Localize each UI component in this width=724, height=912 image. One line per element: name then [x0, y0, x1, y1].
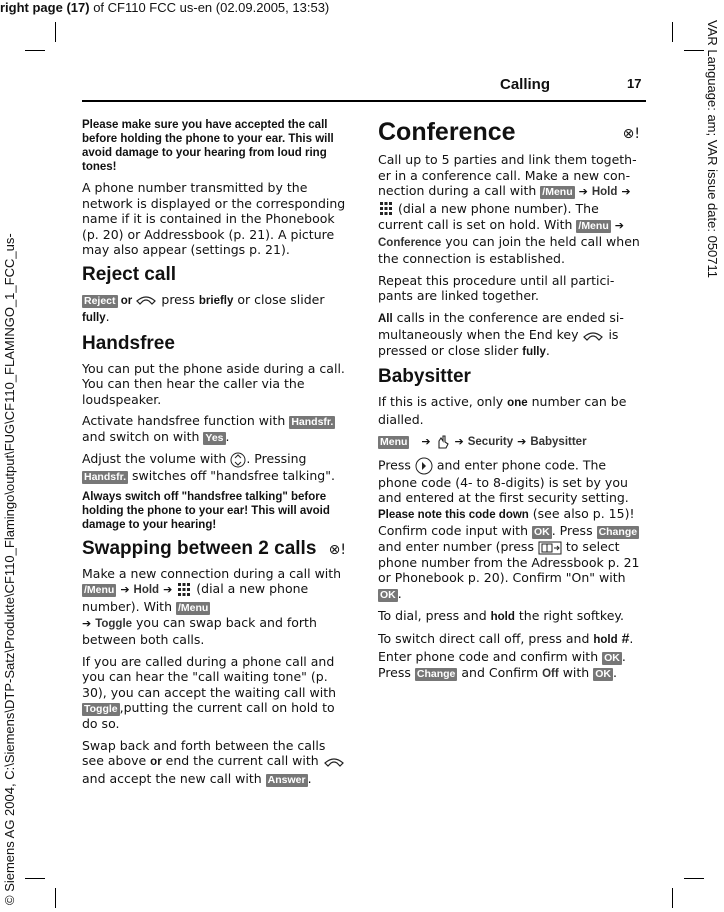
- ok-softkey[interactable]: OK: [595, 667, 611, 680]
- arrow-icon: ➔: [120, 583, 130, 596]
- hash-key: #: [621, 630, 630, 646]
- conference-text-1: Call up to 5 parties and link them togeth-er in a conference call. Make a new con-nection during a call with /Menu ➔ Hold ➔ (dial a new phone number). The current call is set on hold. With /Menu ➔ Conference you can join the held call when the connection is established.: [378, 152, 640, 266]
- section-title: Calling: [500, 76, 551, 93]
- phonebook-key-icon: [538, 541, 562, 555]
- menu-softkey[interactable]: /Menu: [542, 186, 573, 198]
- header-rule: [82, 100, 646, 102]
- ok-softkey[interactable]: OK: [533, 526, 550, 538]
- number-display-text: A phone number transmitted by the network is displayed or the corresponding name if it is contained in the Phonebook (p. 20) or Addressbook (p. 21). A picture may also appear (settings p. 21).: [82, 180, 346, 257]
- crop-mark: [672, 888, 673, 908]
- right-column: [378, 118, 642, 688]
- handsfree-text-2: Activate handsfree function with Handsfr. and switch on with Yes .: [82, 413, 334, 444]
- handsfree-text-3: Adjust the volume with . Pressing Handsfr. switches off "handsfree talking".: [82, 451, 335, 483]
- arrow-icon: ➔: [621, 185, 631, 198]
- warning-handsfree: Always switch off "handsfree talking" before holding the phone to your ear! This will avoid damage to your hearing!: [82, 490, 330, 531]
- answer-softkey[interactable]: Answer: [267, 773, 306, 786]
- change-softkey[interactable]: Change: [598, 526, 638, 538]
- reject-text: Reject or press briefly or close slider fully.: [82, 291, 325, 324]
- menu-softkey[interactable]: /Menu: [177, 601, 209, 614]
- warning-accept: Please make sure you have accepted the call before holding the phone to your ear. This will avoid damage to your hearing from loud ring tones!: [82, 119, 334, 173]
- conference-title-row: [378, 118, 642, 146]
- babysitter-text-2: Press and enter phone code. The phone code (4- to 8-digits) is set by you and entered at the first security setting. Please note this code down (see also p. 15)! Confirm code input with OK . Press Change and enter number (press to select phone number from the Adressbook p. 21 or Phonebook p. 20). Confirm "On" with OK .: [378, 457, 640, 601]
- yes-softkey[interactable]: Yes: [205, 432, 224, 444]
- babysitter-text-1: If this is active, only one number can be dialled.: [378, 394, 627, 427]
- network-service-icon: ⊗!: [622, 126, 640, 142]
- arrow-icon: ➔: [82, 616, 92, 630]
- change-softkey[interactable]: Change: [416, 667, 456, 680]
- keypad-icon: [176, 582, 192, 598]
- side-note-right: VAR Language: am; VAR issue date: 050711: [705, 20, 720, 279]
- crop-mark: [55, 888, 56, 908]
- heading-swapping: Swapping between 2 calls: [82, 537, 317, 559]
- page-number: 17: [627, 76, 642, 91]
- print-header: [0, 0, 329, 15]
- conference-text-3: All calls in the conference are ended si-multaneously when the End key is pressed or close slider fully.: [378, 309, 624, 358]
- arrow-icon: ➔: [454, 435, 464, 448]
- arrow-icon: ➔: [614, 219, 624, 232]
- swap-text-1: Make a new connection during a call with /Menu ➔ Hold ➔ (dial a new phone number). With /Menu ➔ Toggle you can swap back and forth between both calls.: [82, 565, 342, 647]
- heading-conference: Conference: [378, 118, 516, 146]
- crop-mark: [672, 22, 673, 42]
- crop-mark: [684, 878, 704, 879]
- volume-key-icon: [230, 452, 246, 468]
- heading-babysitter: Babysitter: [378, 366, 471, 387]
- swap-text-3: Swap back and forth between the calls see above or end the current call with and accept the new call with Answer .: [82, 738, 348, 787]
- end-key-icon: [135, 294, 157, 306]
- menu-softkey[interactable]: Menu: [380, 436, 408, 448]
- navigation-right-icon: [415, 457, 433, 475]
- conference-text-2: Repeat this procedure until all partici-pants are linked together.: [378, 272, 615, 303]
- keypad-icon: [378, 201, 394, 217]
- heading-handsfree: Handsfree: [82, 332, 175, 354]
- menu-softkey[interactable]: /Menu: [84, 584, 115, 596]
- ok-softkey[interactable]: OK: [380, 588, 396, 601]
- arrow-icon: ➔: [421, 435, 431, 448]
- babysitter-text-3: To dial, press and hold the right softkey.: [378, 607, 625, 623]
- toggle-softkey[interactable]: Toggle: [84, 703, 118, 715]
- crop-mark: [684, 50, 704, 51]
- arrow-icon: ➔: [578, 185, 588, 198]
- end-key-icon: [582, 330, 604, 342]
- crop-mark: [25, 878, 45, 879]
- babysitter-menu-path: Menu ➔ ➔ Security ➔ Babysitter: [380, 435, 587, 448]
- swap-text-2: If you are called during a phone call and you can hear the "call waiting tone" (p. 30), you can accept the waiting call with Toggle ,putting the current call on hold to do so.: [82, 653, 337, 731]
- arrow-icon: ➔: [517, 435, 527, 448]
- side-note-left: © Siemens AG 2004, C:\Siemens\DTP-Satz\Produkte\CF110_Flamingo\output\FUG\CF110_FLAMINGO_1_FCC_us-: [2, 233, 17, 905]
- babysitter-text-4: To switch direct call off, press and hold #. Enter phone code and confirm with OK . Press Change and Confirm Off with OK .: [378, 630, 634, 680]
- handsfree-softkey[interactable]: Handsfr.: [84, 470, 127, 483]
- left-column: [82, 118, 348, 793]
- crop-mark: [55, 22, 56, 42]
- swap-title-row: [82, 538, 348, 560]
- ok-softkey[interactable]: OK: [604, 651, 620, 664]
- handsfree-text-1: You can put the phone aside during a call. You can then hear the caller via the loudspeaker.: [82, 360, 345, 407]
- crop-mark: [25, 50, 45, 51]
- menu-softkey[interactable]: /Menu: [578, 220, 609, 232]
- security-hand-icon: [435, 434, 451, 450]
- print-header-rest: of CF110 FCC us-en (02.09.2005, 13:53): [89, 0, 330, 15]
- heading-reject-call: Reject call: [82, 263, 176, 285]
- network-service-icon: ⊗!: [328, 541, 346, 558]
- end-key-icon: [323, 756, 345, 768]
- reject-softkey[interactable]: Reject: [84, 294, 116, 307]
- handsfree-softkey[interactable]: Handsfr.: [291, 416, 334, 428]
- print-header-bold: right page (17): [0, 0, 90, 15]
- arrow-icon: ➔: [163, 583, 173, 596]
